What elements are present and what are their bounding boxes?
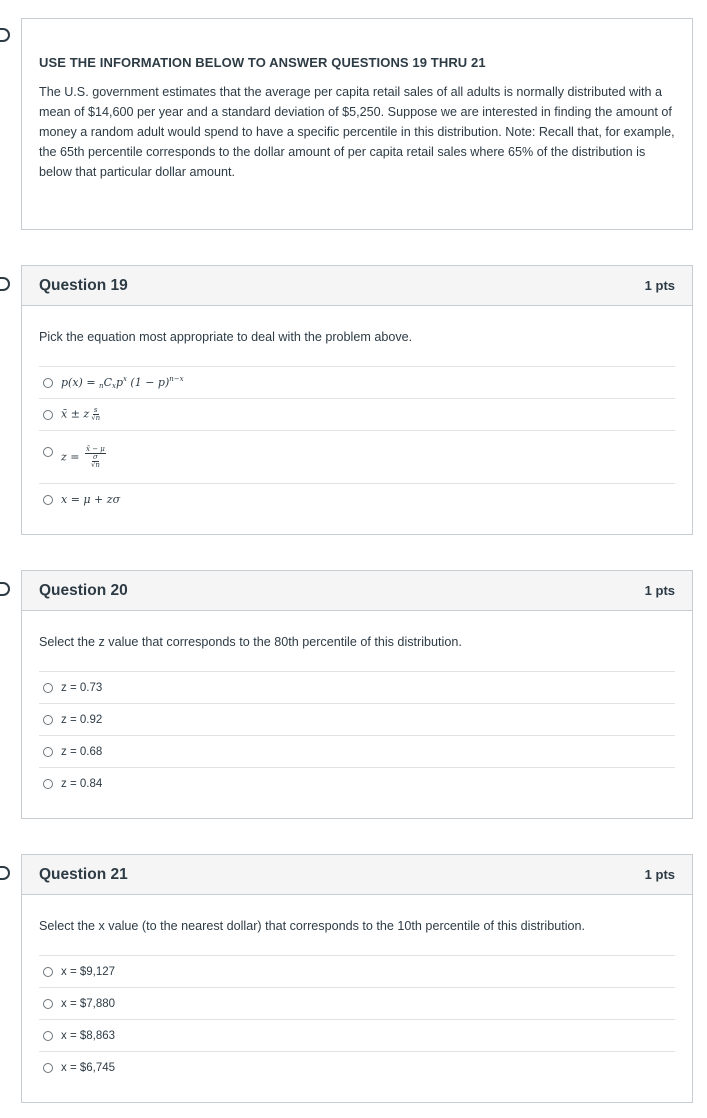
answer-list [39, 671, 675, 799]
radio-button[interactable] [43, 495, 53, 505]
answer-formula-interval: x̄ ± z $\frac{s}{√n}$ [61, 406, 101, 422]
bookmark-icon[interactable] [0, 28, 10, 42]
question-21 [21, 854, 693, 1103]
answer-option[interactable] [39, 1052, 675, 1083]
question-header [22, 855, 692, 895]
radio-button[interactable] [43, 747, 53, 757]
info-heading: USE THE INFORMATION BELOW TO ANSWER QUESTIONS 19 THRU 21 [39, 55, 486, 70]
radio-button[interactable] [43, 683, 53, 693]
question-title: Question 19 [39, 276, 128, 294]
answer-label: x = $7,880 [61, 997, 116, 1010]
question-header [22, 266, 692, 306]
answer-label: z = 0.68 [61, 745, 103, 758]
answer-option[interactable] [39, 367, 675, 399]
answer-option[interactable] [39, 736, 675, 768]
radio-button[interactable] [43, 447, 53, 457]
answer-label: x = $9,127 [61, 965, 116, 978]
bookmark-icon[interactable] [0, 277, 10, 291]
info-paragraph: The U.S. government estimates that the average per capita retail sales of all adults is normally distributed with a mean of $14,600 per year and a standard deviation of $5,250. Suppose we are interested in finding the amount of money a random adult would spend to have a specific percentile in this distribution. Note: Recall that, for example, the 65th percentile corresponds to the dollar amount of per capita retail sales where 65% of the distribution is below that particular dollar amount. [39, 85, 675, 179]
answer-option[interactable] [39, 399, 675, 431]
answer-formula-percentile: x = μ + zσ [61, 493, 121, 506]
answer-option[interactable] [39, 988, 675, 1020]
question-points: 1 pts [644, 583, 675, 598]
radio-button[interactable] [43, 1031, 53, 1041]
radio-button[interactable] [43, 1063, 53, 1073]
radio-button[interactable] [43, 999, 53, 1009]
info-panel [21, 18, 693, 230]
answer-list [39, 366, 675, 515]
answer-option[interactable] [39, 484, 675, 515]
answer-label: x = $6,745 [61, 1061, 116, 1074]
answer-formula-binomial: $p(x) = _nC_xp^x$ $(1 - p)^{n-x}$ [61, 375, 184, 390]
radio-button[interactable] [43, 715, 53, 725]
answer-formula-zscore: z = $\frac{x̄ - \mu}{\frac{\sigma}{√n}}$ [61, 444, 105, 469]
question-points: 1 pts [644, 278, 675, 293]
question-text: Pick the equation most appropriate to deal with the problem above. [39, 330, 413, 344]
question-text: Select the z value that corresponds to the 80th percentile of this distribution. [39, 635, 462, 649]
answer-label: z = 0.73 [61, 681, 103, 694]
answer-option[interactable] [39, 768, 675, 799]
answer-option[interactable] [39, 704, 675, 736]
question-title: Question 20 [39, 581, 128, 599]
radio-button[interactable] [43, 378, 53, 388]
radio-button[interactable] [43, 779, 53, 789]
bookmark-icon[interactable] [0, 866, 10, 880]
radio-button[interactable] [43, 967, 53, 977]
answer-label: x = $8,863 [61, 1029, 116, 1042]
question-20 [21, 570, 693, 819]
question-title: Question 21 [39, 865, 128, 883]
answer-label: z = 0.84 [61, 777, 103, 790]
question-19 [21, 265, 693, 535]
answer-option[interactable] [39, 1020, 675, 1052]
radio-button[interactable] [43, 410, 53, 420]
question-header [22, 571, 692, 611]
answer-option[interactable] [39, 672, 675, 704]
answer-label: z = 0.92 [61, 713, 103, 726]
question-text: Select the x value (to the nearest dollar) that corresponds to the 10th percentile of this distribution. [39, 919, 586, 933]
question-points: 1 pts [644, 867, 675, 882]
answer-option[interactable] [39, 431, 675, 484]
answer-option[interactable] [39, 956, 675, 988]
bookmark-icon[interactable] [0, 582, 10, 596]
answer-list [39, 955, 675, 1083]
